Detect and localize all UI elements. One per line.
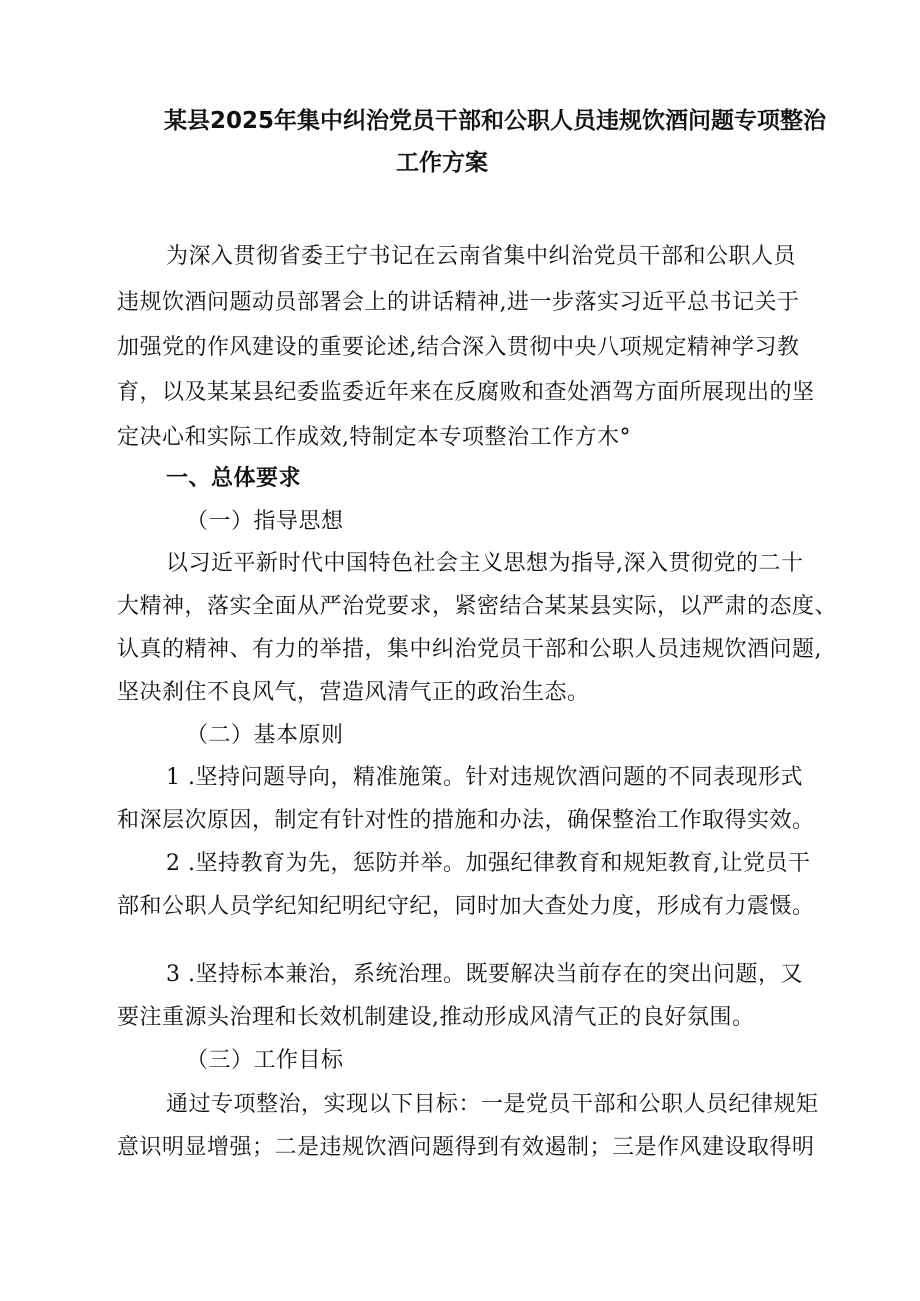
document-title-line-1: 某县2025年集中纠治党员干部和公职人员违规饮酒问题专项整治 [164, 108, 827, 134]
subsection-heading: （一）指导思想 [186, 509, 344, 534]
principle-line: 1 .坚持问题导向，精准施策。针对违规饮酒问题的不同表现形式 [166, 765, 803, 790]
intro-line: 违规饮酒问题动员部署会上的讲话精神,进一步落实习近平总书记关于 [117, 290, 800, 315]
intro-line: 定决心和实际工作成效,特制定本专项整治工作方木° [117, 425, 631, 450]
subsection-heading: （二）基本原则 [186, 723, 344, 748]
principle-line: 和深层次原因，制定有针对性的措施和办法，确保整治工作取得实效。 [117, 808, 815, 833]
subsection-heading: （三）工作目标 [186, 1048, 344, 1073]
intro-line: 为深入贯彻省委王宁书记在云南省集中纠治党员干部和公职人员 [166, 244, 797, 269]
document-title-line-2: 工作方案 [396, 150, 488, 176]
intro-line: 加强党的作风建设的重要论述,结合深入贯彻中央八项规定精神学习教 [117, 335, 800, 360]
paragraph-line: 以习近平新时代中国特色社会主义思想为指导,深入贯彻党的二十 [166, 551, 804, 576]
paragraph-line: 通过专项整治，实现以下目标：一是党员干部和公职人员纪律规矩 [166, 1092, 819, 1117]
principle-line: 2 .坚持教育为先，惩防并举。加强纪律教育和规矩教育,让党员干 [166, 851, 811, 876]
section-heading: 一、总体要求 [166, 466, 302, 491]
principle-line: 要注重源头治理和长效机制建设,推动形成风清气正的良好氛围。 [117, 1005, 755, 1030]
paragraph-line: 意识明显增强；二是违规饮酒问题得到有效遏制；三是作风建设取得明 [117, 1135, 815, 1160]
principle-line: 3 .坚持标本兼治，系统治理。既要解决当前存在的突出问题，又 [166, 962, 803, 987]
paragraph-line: 大精神，落实全面从严治党要求，紧密结合某某县实际，以严肃的态度、 [117, 594, 838, 619]
paragraph-line: 坚决刹住不良风气，营造风清气正的政治生态。 [117, 680, 590, 705]
intro-line: 育，以及某某县纪委监委近年来在反腐败和查处酒驾方面所展现出的坚 [117, 380, 815, 405]
paragraph-line: 认真的精神、有力的举措，集中纠治党员干部和公职人员违规饮酒问题, [117, 637, 822, 662]
principle-line: 部和公职人员学纪知纪明纪守纪，同时加大查处力度，形成有力震慑。 [117, 894, 815, 919]
